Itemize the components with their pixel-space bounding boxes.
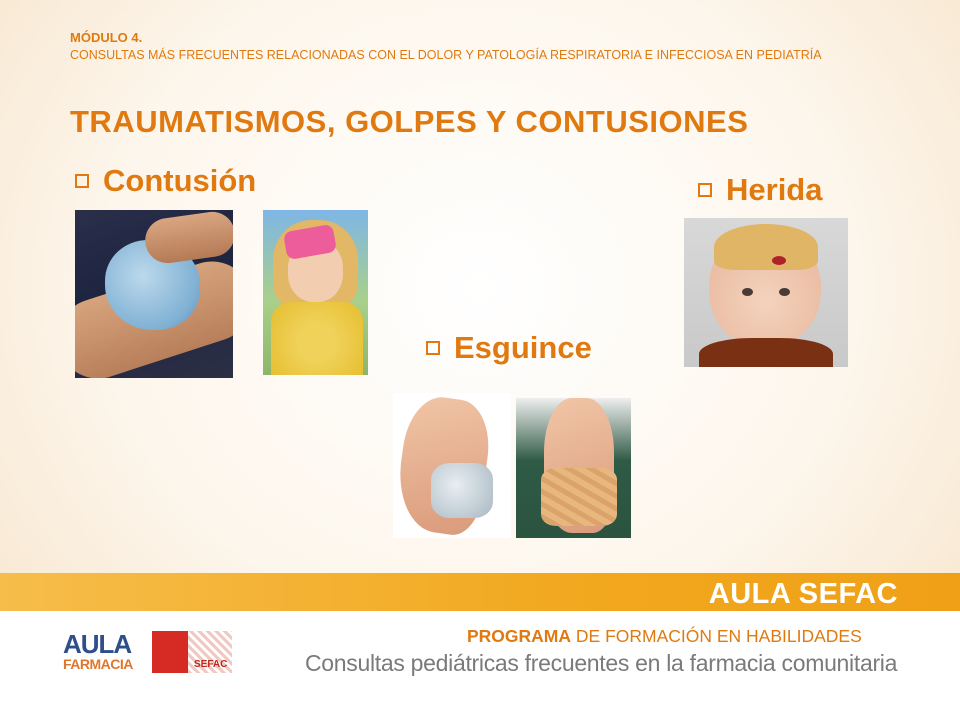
logo-farmacia-text: FARMACIA (63, 656, 133, 672)
contusion-heading (75, 163, 256, 199)
checkbox-bullet-icon (75, 174, 89, 188)
foot-bandage-photo (516, 398, 631, 538)
foot-ice-pack-photo (393, 393, 511, 538)
program-line (467, 626, 862, 647)
esguince-heading (426, 330, 592, 366)
herida-heading (698, 172, 822, 208)
esguince-label: Esguince (454, 330, 592, 365)
aula-farmacia-logo (63, 629, 139, 674)
ice-bag-knee-photo (75, 210, 233, 378)
main-heading: TRAUMATISMOS, GOLPES Y CONTUSIONES (70, 104, 749, 139)
program-strong: PROGRAMA (467, 626, 572, 646)
contusion-label: Contusión (103, 163, 257, 198)
logo-sefac-text: SEFAC (194, 659, 228, 670)
herida-label: Herida (726, 172, 823, 207)
program-rest: DE FORMACIÓN EN HABILIDADES (571, 626, 862, 646)
aula-sefac-title: AULA SEFAC (708, 578, 898, 610)
sefac-logo (152, 631, 232, 673)
toddler-wound-photo (684, 218, 848, 367)
checkbox-bullet-icon (426, 341, 440, 355)
checkbox-bullet-icon (698, 183, 712, 197)
consult-line: Consultas pediátricas frecuentes en la farmacia comunitaria (305, 650, 898, 676)
module-title: MÓDULO 4. (70, 30, 143, 45)
logo-aula-text: AULA (63, 629, 132, 659)
module-subtitle: CONSULTAS MÁS FRECUENTES RELACIONADAS CON EL DOLOR Y PATOLOGÍA RESPIRATORIA E INFECCIOSA EN PEDIATRÍA (70, 48, 822, 62)
girl-cold-pack-photo (263, 210, 368, 375)
